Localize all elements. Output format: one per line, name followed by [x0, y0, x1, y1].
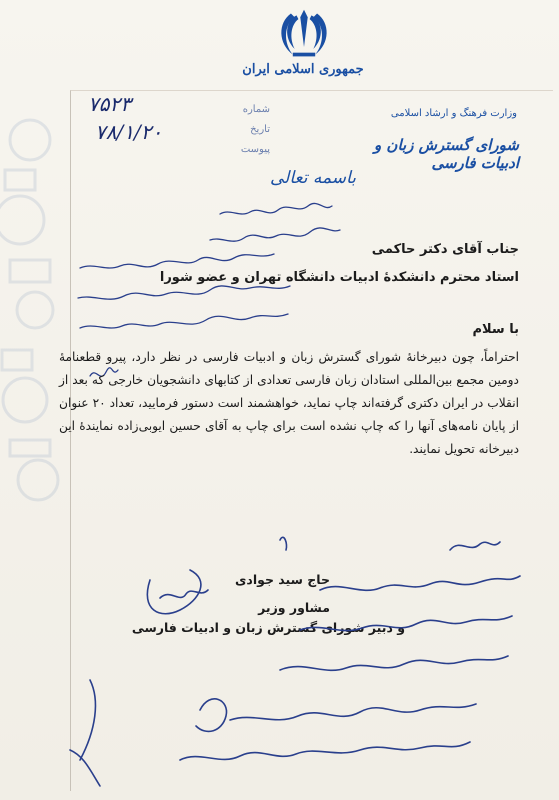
- letter-meta-labels: [190, 100, 270, 160]
- letter-number: ۷۵۲۳: [88, 92, 131, 116]
- recipient-title: استاد محترم دانشکدهٔ ادبیات دانشگاه تهران و عضو شورا: [159, 270, 519, 285]
- ministry-name: وزارت فرهنگ و ارشاد اسلامی: [390, 108, 517, 119]
- letter-body: احتراماً، چون دبیرخانهٔ شورای گسترش زبان و ادبیات فارسی در نظر دارد، پیرو قطعنامهٔ دومین مجمع بین‌المللی استادان زبان فارسی تعدادی از کتابهای دانشجویان خارجی که بعد از انقلاب در ایران دکتری گرفته‌اند چاپ نماید، خواهشمند است دستور فرمایید، تعداد ۲۰ عنوان از پایان نامه‌های آنها را که چاپ نشده است برای چاپ به آقای حسین ایوبی‌زاده نمایندهٔ این دبیرخانه تحویل نمایند.: [59, 350, 519, 456]
- greeting: با سلام: [472, 322, 519, 337]
- iran-emblem-icon: [276, 6, 332, 62]
- attachment-label: پیوست: [240, 144, 270, 155]
- date-label: تاریخ: [250, 124, 270, 135]
- recipient-name: جناب آقای دکتر حاکمی: [371, 242, 519, 257]
- republic-name: جمهوری اسلامی ایران: [242, 62, 364, 77]
- signer-name: حاج سید جوادی: [234, 572, 330, 587]
- handwritten-annotation-and-signature: [0, 520, 559, 800]
- council-name: شورای گسترش زبان و ادبیات فارسی: [373, 136, 519, 172]
- number-label: شماره: [242, 104, 270, 115]
- signer-organization: و دبیر شورای گسترش زبان و ادبیات فارسی: [131, 620, 405, 635]
- signer-title: مشاور وزیر: [258, 600, 330, 615]
- letter-date: ۷۸/۱/۲۰: [95, 120, 163, 144]
- watermark-pattern: [0, 110, 70, 530]
- recipient-block: [99, 236, 519, 292]
- basmala: باسمه تعالی: [270, 168, 356, 188]
